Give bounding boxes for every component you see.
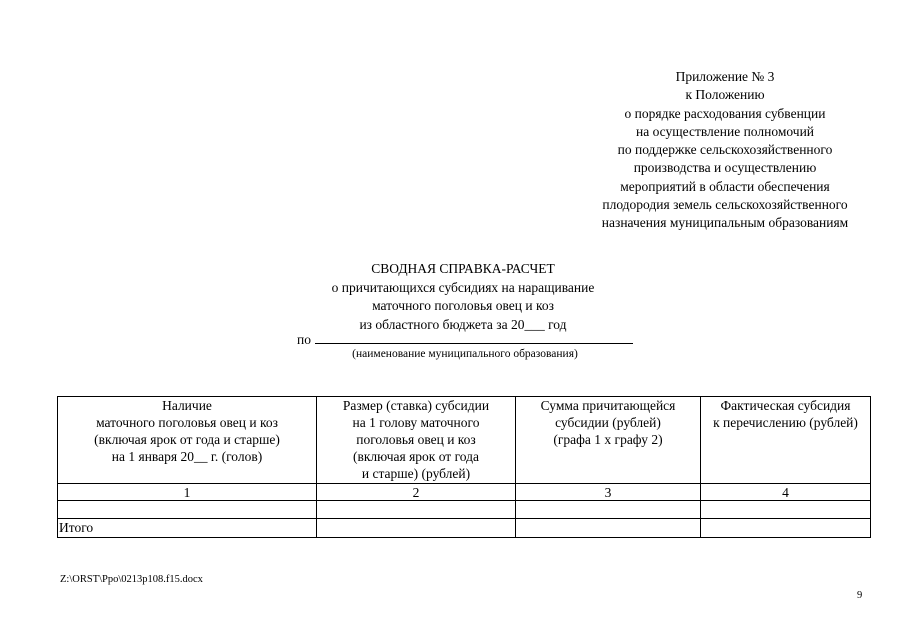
appendix-line: плодородия земель сельскохозяйственного (602, 197, 848, 213)
total-row (58, 519, 871, 538)
document-subtitle-line: из областного бюджета за 20___ год (359, 316, 567, 332)
appendix-line: о порядке расходования субвенции (624, 105, 826, 121)
subsidy-calculation-table (57, 396, 871, 538)
appendix-line: на осуществление полномочий (635, 123, 815, 139)
column-number-row (58, 484, 871, 501)
document-heading: СВОДНАЯ СПРАВКА-РАСЧЕТ (371, 261, 555, 276)
appendix-line: назначения муниципальным образованиям (601, 215, 849, 231)
column-number: 2 (317, 484, 516, 501)
po-label: по (297, 332, 311, 347)
appendix-line: Приложение № 3 (675, 69, 775, 84)
table-cell[interactable] (516, 501, 701, 519)
table-cell[interactable] (317, 501, 516, 519)
header-cell-actual: Фактическая субсидия к перечислению (рублей) (701, 397, 871, 484)
table-cell[interactable] (701, 519, 871, 538)
appendix-block (560, 68, 890, 233)
document-subtitle-line: маточного поголовья овец и коз (372, 298, 554, 313)
table-cell[interactable] (58, 501, 317, 519)
appendix-line: по поддержке сельскохозяйственного (617, 142, 833, 158)
municipality-line (297, 330, 633, 349)
table-cell[interactable] (701, 501, 871, 519)
document-title-block (228, 260, 698, 334)
appendix-line: мероприятий в области обеспечения (620, 178, 830, 194)
table-row (58, 501, 871, 519)
column-number: 3 (516, 484, 701, 501)
column-number: 1 (58, 484, 317, 501)
header-cell-amount: Сумма причитающейся субсидии (рублей) (графа 1 x графу 2) (516, 397, 701, 484)
document-subtitle-line: о причитающихся субсидиях на наращивание (331, 279, 595, 295)
table-cell[interactable] (516, 519, 701, 538)
municipality-blank-field[interactable] (315, 330, 633, 344)
header-cell-rate: Размер (ставка) субсидии на 1 голову маточного поголовья овец и коз (включая ярок от года и старше) (рублей) (317, 397, 516, 484)
column-number: 4 (701, 484, 871, 501)
page-number: 9 (857, 590, 863, 601)
total-label: Итого (58, 519, 317, 538)
header-cell-livestock: Наличие маточного поголовья овец и коз (включая ярок от года и старше) на 1 января 20__ г. (голов) (58, 397, 317, 484)
appendix-line: к Положению (685, 87, 765, 103)
table-cell[interactable] (317, 519, 516, 538)
table-header-row (58, 397, 871, 484)
municipality-hint: (наименование муниципального образования) (352, 348, 578, 360)
file-path: Z:\ORST\Ppo\0213p108.f15.docx (60, 574, 203, 585)
appendix-line: производства и осуществлению (633, 160, 817, 176)
